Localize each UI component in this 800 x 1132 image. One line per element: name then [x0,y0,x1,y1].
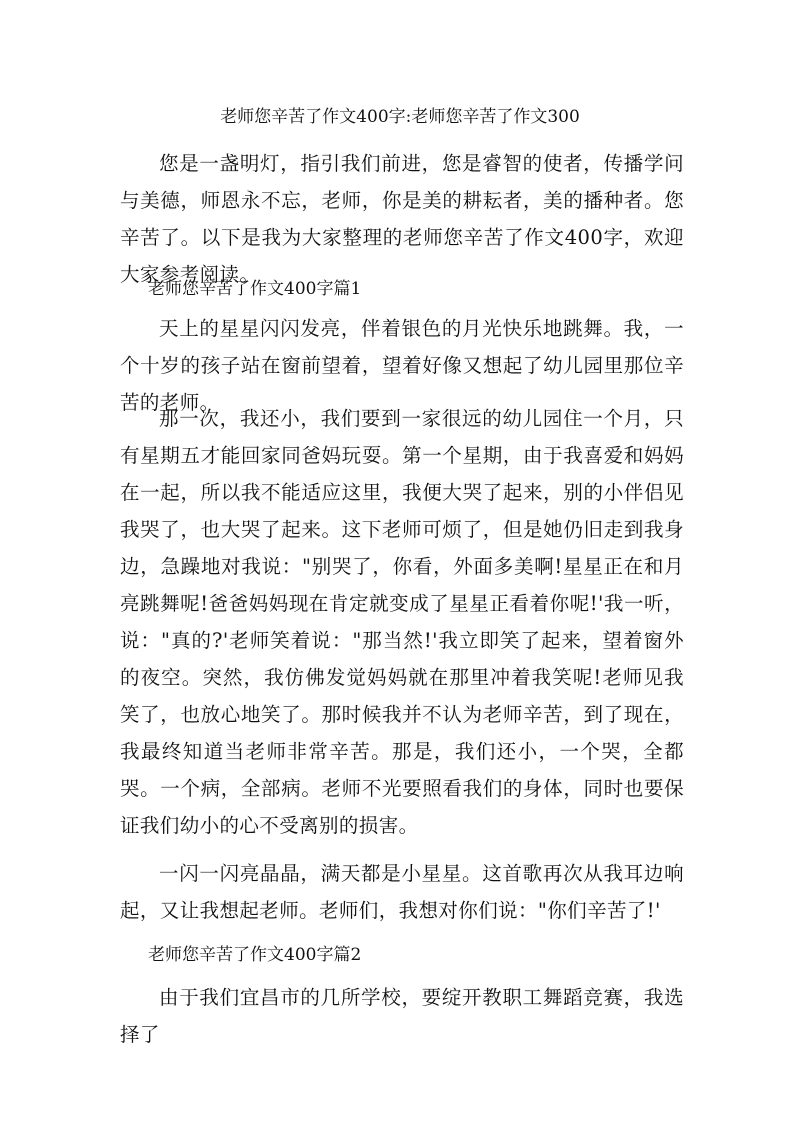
document-title: 老师您辛苦了作文400字:老师您辛苦了作文300 [220,107,580,127]
section-heading-1: 老师您辛苦了作文400字篇1 [148,279,362,299]
section1-paragraph: 那一次，我还小，我们要到一家很远的幼儿园住一个月，只有星期五才能回家同爸妈玩耍。第一个星期，由于我喜爱和妈妈在一起，所以我不能适应这里，我便大哭了起来，别的小伴侣见我哭了，也大哭了起来。这下老师可烦了，但是她仍旧走到我身边，急躁地对我说："别哭了，你看，外面多美啊!星星正在和月亮跳舞呢!爸爸妈妈现在肯定就变成了星星正看着你呢!'我一听，说："真的?'老师笑着说："那当然!'我立即笑了起来，望着窗外的夜空。突然，我仿佛发觉妈妈就在那里冲着我笑呢!老师见我笑了，也放心地笑了。那时候我并不认为老师辛苦，到了现在，我最终知道当老师非常辛苦。那是，我们还小，一个哭，全都哭。一个病，全部病。老师不光要照看我们的身体，同时也要保证我们幼小的心不受离别的损害。 [120,407,684,837]
section1-paragraph: 一闪一闪亮晶晶，满天都是小星星。这首歌再次从我耳边响起，又让我想起老师。老师们，我想对你们说："你们辛苦了!' [120,862,684,922]
section2-paragraph: 由于我们宜昌市的几所学校，要绽开教职工舞蹈竞赛，我选择了 [120,986,684,1046]
intro-paragraph: 您是一盏明灯，指引我们前进，您是睿智的使者，传播学问与美德，师恩永不忘，老师，你是美的耕耘者，美的播种者。您辛苦了。以下是我为大家整理的老师您辛苦了作文400字，欢迎大家参考阅读。 [120,152,684,286]
section-heading-2: 老师您辛苦了作文400字篇2 [148,945,362,965]
section1-paragraph: 天上的星星闪闪发亮，伴着银色的月光快乐地跳舞。我，一个十岁的孩子站在窗前望着，望着好像又想起了幼儿园里那位辛苦的老师。 [120,317,684,414]
